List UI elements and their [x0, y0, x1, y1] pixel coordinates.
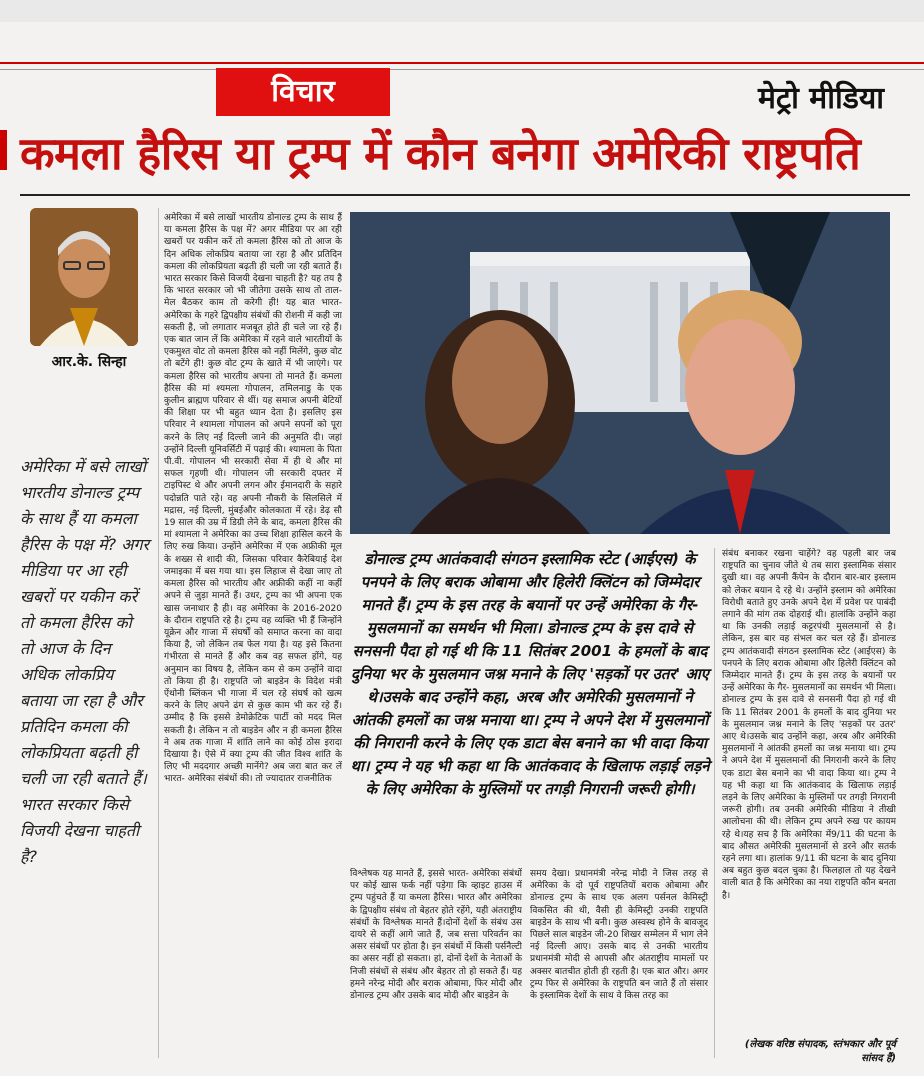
header-rule [0, 62, 924, 64]
top-band [0, 0, 924, 22]
article-column-4: संबंध बनाकर रखना चाहेंगे? वह पहली बार जब राष्ट्रपति का चुनाव जीते थे तब सारा इस्लामिक संसार दुखी था। वह अपनी कैंपेन के दौरान बार-बार इस्लाम को लेकर बयान दे रहे थे। उन्होंने इस्लाम को अमेरिका विरोधी बताते हुए उनके अपने देश में प्रवेश पर पाबंदी लगाने की मांग तक दोहराई थी। हालांकि उन्होंने कहा था कि उनकी लड़ाई कट्टरपंथी मुसलमानों से है। लेकिन, इस बार वह संभल कर चल रहे हैं। डोनाल्ड ट्रम्प आतंकवादी संगठन इस्लामिक स्टेट (आईएस) के पनपने के लिए बराक ओबामा और हिलेरी क्लिंटन को जिम्मेदार मानते हैं। ट्रम्प के इस तरह के बयानों पर उन्हें अमेरिका के गैर- मुसलमानों का समर्थन भी मिला। डोनाल्ड ट्रम्प के इस दावे से सनसनी पैदा हो गई थी कि 11 सितंबर 2001 के हमलों के बाद दुनिया भर के मुसलमान जश्न मनाने के लिए 'सड़कों पर उतर' आए थे।उसके बाद उन्होंने कहा, अरब और अमेरिकी मुसलमानों ने आंतकी हमलों का जश्न मनाया था। ट्रम्प ने अपने देश में मुसलमानों की निगरानी करने के लिए एक डाटा बेस बनाने का भी वादा किया था। ट्रम्प ने यह भी कहा था कि आतंकवाद के खिलाफ लड़ाई लड़ने के लिए अमेरिका के मुस्लिमों पर तगड़ी निगरानी जरूरी होगी। तब उनकी अमेरिकी मीडिया ने तीखी आलोचना की थी। लेकिन ट्रम्प अपने रुख पर कायम रहे थे।यह सच है कि अमेरिका में9/11 की घटना के बाद औसत अमेरिकी मुसलमानों से डरने और सतर्क रहने लगा था। हालांक 9/11 की घटना के बाद दुनिया अब बहुत कुछ बदल चुका है। फिलहाल तो यह देखने वाली बात है कि अमेरिका का नया राष्ट्रपति कौन बनता है। [722, 549, 896, 901]
white-house-candidates-icon [350, 212, 890, 534]
author-note: (लेखक वरिष्ठ संपादक, स्तंभकार और पूर्व सांसद हैं) [744, 1039, 896, 1064]
headline-rule [20, 194, 910, 196]
sidebar-quote: अमेरिका में बसे लाखों भारतीय डोनाल्ड ट्रम्प के साथ हैं या कमला हैरिस के पक्ष में? अगर मीडिया पर आ रही खबरों पर यकीन करें तो कमला हैरिस को तो आज के दिन अधिक लोकप्रिय बताया जा रहा है और प्रतिदिन कमला की लोकप्रियता बढ़ती ही चली जा रही बताते हैं। भारत सरकार किसे विजयी देखना चाहती है? [20, 457, 150, 866]
candidates-photo [350, 212, 890, 534]
headline-marker [0, 130, 7, 170]
header-rule-thin [0, 69, 924, 70]
article-column-1: अमेरिका में बसे लाखों भारतीय डोनाल्ड ट्रम्प के साथ हैं या कमला हैरिस के पक्ष में? अगर मीडिया पर आ रही खबरों पर यकीन करें तो कमला हैरिस को तो आज के दिन अधिक लोकप्रिय बताया जा रहा है और प्रतिदिन कमला की लोकप्रियता बढ़ती ही चली जा रही बताते हैं। भारत सरकार किसे विजयी देखना चाहती है? यह तय है कि भारत सरकार जो भी जीतेगा उसके साथ तो ताल- मेल बैठकर काम तो करेगी ही! यह बात भारत- अमेरिका के गहरे द्विपक्षीय संबंधों की रोशनी में कही जा सकती है, जो लगातार मजबूत होते ही चले जा रहे हैं। एक बात जान लें कि अमेरिका में रहने वाले भारतीयों के एकमुश्त वोट तो कमला हैरिस को नहीं मिलेंगे, कुछ वोट तो बटेंगे ही! कुछ वोट ट्रम्प के खाते में भी जाएंगे। पर कमला हैरिस को भारतीय अपना तो मानते हैं। कमला हैरिस की मां श्यमला गोपालन, तमिलनाडु के एक कुलीन ब्राह्मण परिवार से थीं। यह समाज अपनी बेटियों की शिक्षा पर भी बहुत ध्यान देता है। इसलिए इस परिवार ने श्यामला गोपालन को अपने सपनों को पूरा करने के लिए नई दिल्ली जाने की अनुमति दी। जहां उन्होंने दिल्ली यूनिवर्सिटी में पढ़ाई की। श्यामला के पिता पी.वी. गोपालन भी सरकारी सेवा में ही थे और मां सफल गृहणी थी। गोपालन जी सरकारी दफ्तर में टाइपिस्ट थे और अपनी लगन और ईमानदारी के सहारे पदोन्नति पाते रहे। वह अपनी नौकरी के सिलसिले में मद्रास, नई दिल्ली, मुंबईऔर कोलकाता में रहे। डेढ़ सौ 19 साल की उम्र में डिग्री लेने के बाद, कमला हैरिस की मां श्यामला ने अमेरिका का उच्च शिक्षा हासिल करने के लिए रुख किया। उन्होंने अमेरिका में एक अफ्रीकी मूल के शख्स से शादी की, जिसका परिवार कैरेबियाई देश जमाइका में बस गया था। इस लिहाज से देखा जाए तो कमला हैरिस को भारतीय और अफ्रीकी कहीं ना कहीं अपने से जुड़ा मानते हैं। उधर, ट्रम्प का भी अपना एक खास जनाधार है ही। वह अमेरिका के 2016-2020 के दौरान राष्ट्रपति रहे है। ट्रम्प वह व्यक्ति भी हैं जिन्होंने यूक्रेन और गाजा में संघर्षों को समाप्त करना का वादा किया है, जो लेकिन तब फेल गया है। यह इसे कितना गंभीरता से मानते हैं और कब वह सफल होंगे, यह अनुमान का विषय है, लेकिन कम से कम उन्होंने वादा तो किया ही है। राष्ट्रपति जो बाइडेन के विदेश मंत्री ऐंथोनी ब्लिंकन भी गाजा में चल रहे संघर्ष को खत्म करने के लिए अपने ढंग से कुछ काम भी कर रहे हैं। उम्मीद है कि इससे डेमोक्रेटिक पार्टी को मदद मिल सकती है। लेकिन न तो बाइडेन और न ही कमला हैरिस ने अब तक गाजा में शांति लाने का कोई ठोस इरादा दिखाया है। ऐसे में क्या ट्रम्प की जीत विश्व शांति के लिए भी मददगार अच्छी मानेंगे? अब जरा बात कर लें भारत- अमेरिका संबंधों की। तो ज्यादातर राजनीतिक [164, 213, 342, 785]
author-photo [30, 208, 138, 346]
column-divider [158, 208, 159, 1058]
article-column-2: विश्लेषक यह मानते हैं, इससे भारत- अमेरिका संबंधों पर कोई खास फर्क नहीं पड़ेगा कि व्हाइट हाउस में ट्रम्प पहुंचते हैं या कमला हैरिस। भारत और अमेरिका के द्विपक्षीय संबंध तो बेहतर होते रहेंगे, यही अंतराष्ट्रीय संबंधों के विश्लेषक मानते हैं।दोनों देशों के संबंध उस दायरे से कहीं आगे जाते हैं, जब सत्ता परिवर्तन का असर संबंधों पर होता है। इन संबंधों में किसी पर्सनैल्टी का असर नहीं हो सकता। हां, दोनों देशों के नेताओं के निजी संबंधों से संबंध और बेहतर तो हो सकते हैं। यह हमने नरेन्द्र मोदी और बराक ओबामा, फिर मोदी और डोनाल्ड ट्रम्प और उसके बाद मोदी और बाइडेन के [350, 869, 522, 1002]
brand-name: मेट्रो मीडिया [758, 81, 884, 116]
headline: कमला हैरिस या ट्रम्प में कौन बनेगा अमेरिकी राष्ट्रपति [20, 127, 861, 180]
author-byline: आर.के. सिन्हा [51, 354, 127, 370]
pull-quote: डोनाल्ड ट्रम्प आतंकवादी संगठन इस्लामिक स्टेट (आईएस) के पनपने के लिए बराक ओबामा और हिलेरी क्लिंटन को जिम्मेदार मानते हैं। ट्रम्प के इस तरह के बयानों पर उन्हें अमेरिका के गैर- मुसलमानों का समर्थन भी मिला। डोनाल्ड ट्रम्प के इस दावे से सनसनी पैदा हो गई थी कि 11 सितंबर 2001 के हमलों के बाद दुनिया भर के मुसलमान जश्न मनाने के लिए 'सड़कों पर उतर' आए थे।उसके बाद उन्होंने कहा, अरब और अमेरिकी मुसलमानों ने आंतकी हमलों का जश्न मनाया था। ट्रम्प ने अपने देश में मुसलमानों की निगरानी करने के लिए एक डाटा बेस बनाने का भी वादा किया था। ट्रम्प ने यह भी कहा था कि आतंकवाद के खिलाफ लड़ाई लड़ने के लिए अमेरिका के मुस्लिमों पर तगड़ी निगरानी जरूरी होगी। [350, 550, 710, 798]
article-column-3: समय देखा। प्रधानमंत्री नरेन्द्र मोदी ने जिस तरह से अमेरिका के दो पूर्व राष्ट्रपतियों बराक ओबामा और डोनाल्ड ट्रम्प के साथ एक अलग पर्सनल केमिस्ट्री विकसित की थी, वैसी ही केमिस्ट्री उनकी राष्ट्रपति बाइडेन के साथ भी बनी। कुछ अस्वस्थ होने के बावजूद पिछले साल बाइडेन जी-20 शिखर सम्मेलन में भाग लेने नई दिल्ली आए। उसके बाद से उनकी भारतीय प्रधानमंत्री मोदी से आपसी और अंतराष्ट्रीय मामलों पर अक्सर बातचीत होती ही रहती है। एक बात और। अगर ट्रम्प फिर से अमेरिका के राष्ट्रपति बन जाते हैं तो संसार के इस्लामिक देशों के साथ वे किस तरह का [530, 869, 708, 1002]
section-tag: विचार [216, 68, 390, 116]
column-divider-right [714, 548, 715, 1058]
author-portrait-icon [30, 208, 138, 346]
